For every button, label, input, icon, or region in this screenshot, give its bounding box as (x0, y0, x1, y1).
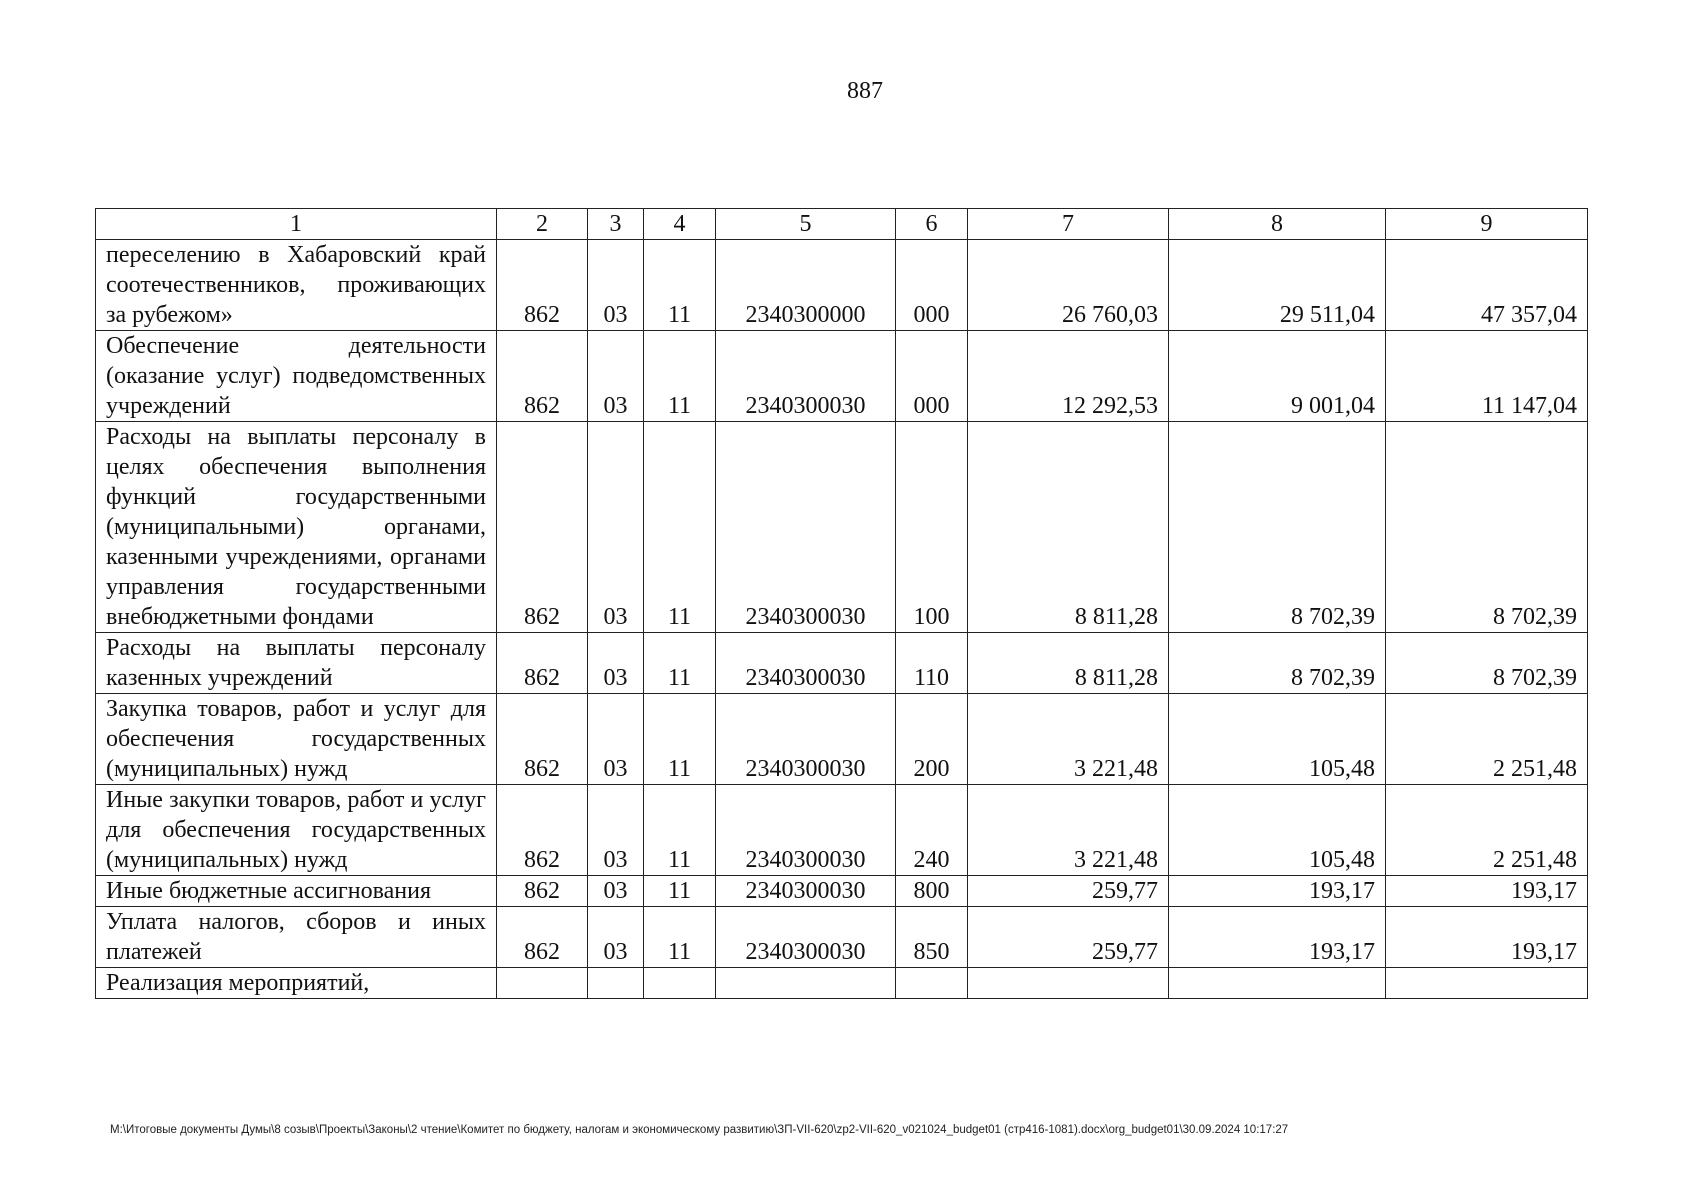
subsection-code-cell (644, 968, 716, 999)
amount-col7-cell: 3 221,48 (968, 694, 1169, 785)
amount-col7-cell: 3 221,48 (968, 785, 1169, 876)
section-code-cell (588, 968, 644, 999)
subsection-code-cell: 11 (644, 422, 716, 633)
expense-name-cell: переселению в Хабаровский край соотечественников, проживающих за рубежом» (96, 240, 497, 331)
section-code-cell: 03 (588, 907, 644, 968)
amount-col9-cell: 193,17 (1386, 907, 1588, 968)
column-header: 6 (896, 209, 968, 240)
expense-name-cell: Обеспечение деятельности (оказание услуг) подведомственных учреждений (96, 331, 497, 422)
amount-col7-cell (968, 968, 1169, 999)
table-row (96, 968, 1588, 999)
amount-col8-cell: 193,17 (1169, 907, 1386, 968)
expense-type-cell: 800 (896, 876, 968, 907)
section-code-cell: 03 (588, 240, 644, 331)
table-row (96, 331, 1588, 422)
admin-code-cell: 862 (497, 633, 588, 694)
section-code-cell: 03 (588, 876, 644, 907)
subsection-code-cell: 11 (644, 694, 716, 785)
table-row (96, 785, 1588, 876)
target-article-cell: 2340300030 (716, 907, 896, 968)
subsection-code-cell: 11 (644, 907, 716, 968)
table-row (96, 240, 1588, 331)
amount-col7-cell: 8 811,28 (968, 633, 1169, 694)
admin-code-cell: 862 (497, 240, 588, 331)
expense-type-cell: 000 (896, 331, 968, 422)
column-header: 9 (1386, 209, 1588, 240)
admin-code-cell: 862 (497, 785, 588, 876)
target-article-cell: 2340300030 (716, 876, 896, 907)
amount-col8-cell: 8 702,39 (1169, 633, 1386, 694)
admin-code-cell: 862 (497, 907, 588, 968)
amount-col9-cell: 8 702,39 (1386, 633, 1588, 694)
expense-name-cell: Закупка товаров, работ и услуг для обеспечения государственных (муниципальных) нужд (96, 694, 497, 785)
expense-name-cell: Иные бюджетные ассигнования (96, 876, 497, 907)
target-article-cell: 2340300030 (716, 633, 896, 694)
amount-col7-cell: 259,77 (968, 907, 1169, 968)
section-code-cell: 03 (588, 331, 644, 422)
subsection-code-cell: 11 (644, 633, 716, 694)
section-code-cell: 03 (588, 633, 644, 694)
amount-col8-cell (1169, 968, 1386, 999)
expense-name-cell: Иные закупки товаров, работ и услуг для обеспечения государственных (муниципальных) нужд (96, 785, 497, 876)
amount-col7-cell: 26 760,03 (968, 240, 1169, 331)
expense-type-cell (896, 968, 968, 999)
column-header: 8 (1169, 209, 1386, 240)
expense-name-cell: Расходы на выплаты персоналу казенных учреждений (96, 633, 497, 694)
column-header: 3 (588, 209, 644, 240)
expense-name-cell: Уплата налогов, сборов и иных платежей (96, 907, 497, 968)
admin-code-cell (497, 968, 588, 999)
expense-type-cell: 850 (896, 907, 968, 968)
column-header: 2 (497, 209, 588, 240)
expense-type-cell: 000 (896, 240, 968, 331)
amount-col9-cell: 2 251,48 (1386, 694, 1588, 785)
target-article-cell: 2340300030 (716, 785, 896, 876)
header-row (96, 209, 1588, 240)
amount-col9-cell: 8 702,39 (1386, 422, 1588, 633)
amount-col7-cell: 259,77 (968, 876, 1169, 907)
table-row (96, 694, 1588, 785)
target-article-cell: 2340300030 (716, 422, 896, 633)
amount-col7-cell: 12 292,53 (968, 331, 1169, 422)
expense-type-cell: 100 (896, 422, 968, 633)
amount-col9-cell: 47 357,04 (1386, 240, 1588, 331)
expense-name-cell: Расходы на выплаты персоналу в целях обеспечения выполнения функций государственными (муниципальными) органами, казенными учреждениями, органами управления государственными внебюджетными фондами (96, 422, 497, 633)
budget-table (95, 208, 1588, 999)
admin-code-cell: 862 (497, 422, 588, 633)
expense-name-cell: Реализация мероприятий, (96, 968, 497, 999)
target-article-cell (716, 968, 896, 999)
column-header: 1 (96, 209, 497, 240)
expense-type-cell: 240 (896, 785, 968, 876)
admin-code-cell: 862 (497, 331, 588, 422)
column-header: 4 (644, 209, 716, 240)
column-header: 5 (716, 209, 896, 240)
admin-code-cell: 862 (497, 694, 588, 785)
amount-col8-cell: 105,48 (1169, 785, 1386, 876)
amount-col9-cell (1386, 968, 1588, 999)
amount-col9-cell: 193,17 (1386, 876, 1588, 907)
subsection-code-cell: 11 (644, 785, 716, 876)
amount-col8-cell: 105,48 (1169, 694, 1386, 785)
admin-code-cell: 862 (497, 876, 588, 907)
table-row (96, 422, 1588, 633)
amount-col8-cell: 8 702,39 (1169, 422, 1386, 633)
section-code-cell: 03 (588, 422, 644, 633)
table-body (96, 240, 1588, 999)
section-code-cell: 03 (588, 694, 644, 785)
target-article-cell: 2340300000 (716, 240, 896, 331)
section-code-cell: 03 (588, 785, 644, 876)
amount-col9-cell: 2 251,48 (1386, 785, 1588, 876)
subsection-code-cell: 11 (644, 331, 716, 422)
document-file-path: M:\Итоговые документы Думы\8 созыв\Проекты\Законы\2 чтение\Комитет по бюджету, налогам и экономическому развитию\ЗП-VII-620\zp2-VII-620_v021024_budget01 (стр416-1081).docx\org_budget01\30.09.2024 10:17:27 (110, 1124, 1289, 1136)
target-article-cell: 2340300030 (716, 694, 896, 785)
table-row (96, 876, 1588, 907)
column-header: 7 (968, 209, 1169, 240)
amount-col8-cell: 193,17 (1169, 876, 1386, 907)
subsection-code-cell: 11 (644, 876, 716, 907)
table-row (96, 633, 1588, 694)
table-row (96, 907, 1588, 968)
amount-col8-cell: 29 511,04 (1169, 240, 1386, 331)
target-article-cell: 2340300030 (716, 331, 896, 422)
amount-col7-cell: 8 811,28 (968, 422, 1169, 633)
expense-type-cell: 110 (896, 633, 968, 694)
subsection-code-cell: 11 (644, 240, 716, 331)
expense-type-cell: 200 (896, 694, 968, 785)
table-header (96, 209, 1588, 240)
amount-col8-cell: 9 001,04 (1169, 331, 1386, 422)
amount-col9-cell: 11 147,04 (1386, 331, 1588, 422)
page-number: 887 (847, 78, 883, 104)
